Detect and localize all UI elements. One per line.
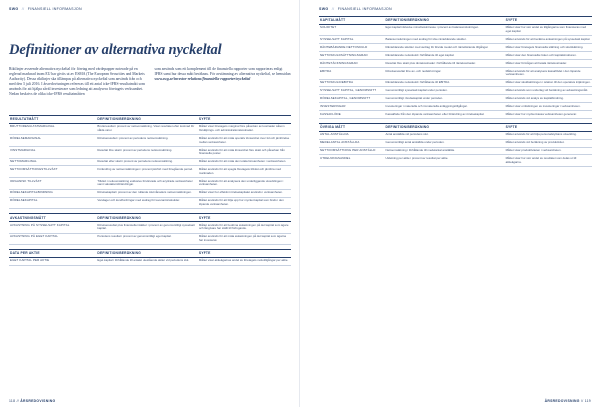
- table-row: [9, 221, 291, 233]
- metric-definition: Genomsnittligt rörelsekapital under perioden.: [385, 95, 505, 103]
- metric-term: ORGANISK TILLVÄXT: [9, 178, 96, 190]
- metric-term: MEDELANTAL ANSTÄLLDA: [319, 139, 385, 147]
- running-head-chapter: FINANSIELL INFORMASJON: [27, 7, 82, 11]
- table-header-cell: SYFTE: [198, 214, 291, 222]
- metrics-table: [319, 123, 592, 167]
- metric-term: EBITDA: [319, 67, 385, 79]
- table-row: [319, 52, 592, 60]
- metric-definition: Genomsnittligt sysselsatt kapital under perioden.: [385, 87, 505, 95]
- intro-text: [9, 67, 291, 115]
- footer-publication-name: ÅRSREDOVISNING: [544, 399, 580, 403]
- right-page: [300, 0, 600, 407]
- metric-purpose: Måttet visar förmågan att betala räntekostnader.: [505, 60, 592, 68]
- footer-separator: //: [580, 399, 584, 403]
- table-row: [319, 103, 592, 111]
- metric-term: RÖRELSEKAPITAL: [9, 197, 96, 209]
- running-head-left: [9, 7, 291, 16]
- table-row: [319, 131, 592, 139]
- metric-purpose: Måttet används för att mäta lönsamhet före skatt och påverkan från finansiella poster.: [198, 146, 291, 158]
- table-row: [319, 95, 592, 103]
- footer-left: [9, 399, 55, 403]
- metric-term: RÖRELSEMARGINAL: [9, 135, 96, 147]
- table-row: [319, 44, 592, 52]
- table-header-cell: SYFTE: [198, 250, 291, 258]
- metric-purpose: Måttet används för att följa upp hur mycket kapital som binds i den löpande verksamheten.: [198, 197, 291, 209]
- metric-definition: Resultat efter skatt i procent av periodens nettoomsättning.: [96, 158, 198, 166]
- metric-definition: Periodens resultat i procent av genomsnittligt eget kapital.: [96, 233, 198, 245]
- metric-definition: Kassaflöde från den löpande verksamheten efter förändring av rörelsekapital.: [385, 111, 505, 119]
- metric-purpose: Måttet används för att analysera kassaflödet i den löpande verksamheten.: [505, 67, 592, 79]
- metric-definition: Resultat före skatt plus räntekostnader i förhållande till räntekostnader.: [385, 60, 505, 68]
- table-header-cell: ÖVRIGA MÅTT: [319, 123, 385, 131]
- table-row: [9, 123, 291, 135]
- metric-purpose: Måttet används för att mäta den totala lönsamheten i verksamheten.: [198, 158, 291, 166]
- table-row: [319, 79, 592, 87]
- metric-term: RÄNTETÄCKNINGSGRAD: [319, 60, 385, 68]
- metric-purpose: Måttet visar produktiviteten i verksamheten.: [505, 147, 592, 155]
- table-header-cell: SYFTE: [505, 17, 592, 25]
- metric-term: AVKASTNING PÅ SYSSELSATT KAPITAL: [9, 221, 96, 233]
- running-head-separator: //: [21, 7, 25, 11]
- metrics-table: [9, 213, 291, 245]
- table-header-cell: AVKASTNINGSMÅTT: [9, 214, 96, 222]
- metric-term: NETTOOMSÄTTNINGSTILLVÄXT: [9, 166, 96, 178]
- table-row: [319, 87, 592, 95]
- metric-definition: Rörelsekapital i procent av den rullande tolvmånaders nettoomsättningen.: [96, 189, 198, 197]
- table-row: [319, 60, 592, 68]
- metric-purpose: Måttet visar den finansiella risken och kapitalstrukturen.: [505, 52, 592, 60]
- running-head-section: SWG: [9, 7, 19, 11]
- metric-definition: Balansomslutningen med avdrag för icke räntebärande skulder.: [385, 36, 505, 44]
- metric-purpose: Måttet visar skuldsättningen i relation till den operativa intjäningen.: [505, 79, 592, 87]
- metric-purpose: Måttet visar omfattningen av investeringar i verksamheten.: [505, 103, 592, 111]
- table-row: [319, 139, 592, 147]
- metric-purpose: Måttet används för att beräkna avkastningen på sysselsatt kapital.: [505, 36, 592, 44]
- metric-definition: Genomsnittligt antal anställda under perioden.: [385, 139, 505, 147]
- metric-term: KASSAFLÖDE: [319, 111, 385, 119]
- metrics-table: [9, 115, 291, 209]
- metric-definition: Rörelseresultat plus finansiella intäkter i procent av genomsnittligt sysselsatt kapital.: [96, 221, 198, 233]
- metric-term: ANTAL ANSTÄLLDA: [319, 131, 385, 139]
- metric-definition: Tillväxt i nettoomsättning exklusive förvärvade och avyttrade verksamheter samt valutakursförändringar.: [96, 178, 198, 190]
- table-row: [319, 111, 592, 119]
- metric-definition: Räntebärande nettoskuld i förhållande till EBITDA.: [385, 79, 505, 87]
- running-head-separator: //: [331, 7, 335, 11]
- metric-purpose: Måttet visar hur mycket kassa verksamheten genererar.: [505, 111, 592, 119]
- metric-term: AVKASTNING PÅ EGET KAPITAL: [9, 233, 96, 245]
- table-row: [9, 158, 291, 166]
- intro-column-2: [155, 67, 292, 115]
- metric-definition: Eget kapital inklusive minoritetsintresse i procent av balansomslutningen.: [385, 24, 505, 36]
- metric-term: VINSTMARGINAL: [9, 146, 96, 158]
- metric-definition: Nettoomsättning i förhållande till medelantal anställda.: [385, 147, 505, 155]
- table-header-cell: DATA PER AKTIE: [9, 250, 96, 258]
- footer-separator: //: [16, 399, 20, 403]
- investor-relations-link[interactable]: www.swg.se/investor-relations/finansiella-rapporter/nyckeltal: [154, 77, 251, 82]
- metric-term: RÄNTEBÄRANDE NETTOSKULD: [319, 44, 385, 52]
- table-row: [319, 67, 592, 79]
- metric-purpose: Måttet används för att analysera den underliggande utvecklingen i verksamheten.: [198, 178, 291, 190]
- metric-definition: Utdelning per aktie i procent av resultat per aktie.: [385, 155, 505, 167]
- metric-term: NETTOSKULD/EBITDA: [319, 79, 385, 87]
- table-row: [9, 257, 291, 265]
- table-header-cell: KAPITALMÅTT: [319, 17, 385, 25]
- metric-definition: Varulager och kundfordringar med avdrag för leverantörsskulder.: [96, 197, 198, 209]
- table-row: [319, 155, 592, 167]
- metric-term: SOLIDITET: [319, 24, 385, 36]
- metric-purpose: Måttet används för att följa personalstyrkans utveckling.: [505, 131, 592, 139]
- table-row: [319, 147, 592, 155]
- metrics-table: [319, 16, 592, 119]
- metric-definition: Förändring av nettoomsättningen i procent jämfört med föregående period.: [96, 166, 198, 178]
- metric-term: RÖRELSEKAPITALBINDNING: [9, 189, 96, 197]
- page-number-right: 119: [584, 399, 591, 403]
- metric-purpose: Måttet används vid analys av kapitalbindning.: [505, 95, 592, 103]
- metric-purpose: Måttet visar hur stor andel av tillgångarna som finansieras med eget kapital.: [505, 24, 592, 36]
- metric-term: NETTOSKULDSÄTTNINGSGRAD: [319, 52, 385, 60]
- metric-purpose: Måttet används för att bedöma avkastningen på det kapital som ägare och långivare har ställt till förfogande.: [198, 221, 291, 233]
- metric-purpose: Måttet används för att mäta operativ lönsamhet över tid och jämförelse mellan verksamheter.: [198, 135, 291, 147]
- table-row: [9, 135, 291, 147]
- metric-definition: Räntebärande skulder med avdrag för likvida medel och räntebärande tillgångar.: [385, 44, 505, 52]
- metric-purpose: Måttet används för att spegla företagets tillväxt och jämföra med marknaden.: [198, 166, 291, 178]
- metric-definition: Eget kapital i förhållande till antalet utestående aktier vid periodens slut.: [96, 257, 198, 265]
- metric-term: EGET KAPITAL PER AKTIE: [9, 257, 96, 265]
- table-row: [9, 233, 291, 245]
- metric-purpose: Måttet visar företagets finansiella ställning och skuldsättning.: [505, 44, 592, 52]
- metric-purpose: Måttet används vid beräkning av produktivitet.: [505, 139, 592, 147]
- metric-purpose: Måttet används för att mäta avkastningen på det kapital som ägarna har investerat.: [198, 233, 291, 245]
- metric-definition: Rörelseresultet i procent av periodens nettoomsättning.: [96, 135, 198, 147]
- intro-column-1: Riktlinjer avseende alternativa nyckeltal för företag med värdepapper noterade på en reglerad marknad inom EU har givits ut av ESMA (The European Securities and Markets Authority). Dessa riktlinjer ska tillämpas på alternativa nyckeltal som används från och med den 3 juli 2016. I årsredovisningen refereras till ett antal icke-IFRS-resultatmått som används för att hjälpa såväl investerare som ledning att analysera företagets verksamhet. Nedan beskrivs de olika icke-IFRS resultatmåtten: [9, 67, 145, 97]
- left-tables: [9, 115, 291, 266]
- table-row: [319, 24, 592, 36]
- table-header-cell: DEFINITION/BERÄKNING: [96, 116, 198, 124]
- table-header-cell: DEFINITION/BERÄKNING: [385, 17, 505, 25]
- metric-purpose: Måttet visar företagets marginal före påverkan av kostnader såsom försäljnings- och administrationskostnader.: [198, 123, 291, 135]
- table-row: [9, 197, 291, 209]
- table-header-cell: SYFTE: [505, 123, 592, 131]
- table-row: [9, 166, 291, 178]
- metric-definition: Bruttoresultat i procent av nettoomsättning. Visar resultatet efter kostnad för sålda varor.: [96, 123, 198, 135]
- right-tables: [319, 16, 592, 167]
- metric-definition: Investeringar i materiella och immateriella anläggningstillgångar.: [385, 103, 505, 111]
- table-row: [9, 189, 291, 197]
- running-head-chapter: FINANSIELL INFORMASJON: [337, 7, 392, 11]
- metric-purpose: Måttet visar aktieägarnas andel av företagets nettotillgångar per aktie.: [198, 257, 291, 265]
- table-header-cell: DEFINITION/BERÄKNING: [96, 250, 198, 258]
- metric-purpose: Måttet används som underlag vid beräkning av avkastningsmått.: [505, 87, 592, 95]
- metric-term: RÖRELSEKAPITAL, GENOMSNITT: [319, 95, 385, 103]
- table-header-cell: DEFINITION/BERÄKNING: [385, 123, 505, 131]
- table-header-cell: RESULTATMÅTT: [9, 116, 96, 124]
- metric-definition: Antal anställda vid periodens slut.: [385, 131, 505, 139]
- metric-term: INVESTERINGAR: [319, 103, 385, 111]
- page-title: Definitioner av alternativa nyckeltal: [9, 42, 222, 58]
- metric-term: BRUTTORESULTATMARGINAL: [9, 123, 96, 135]
- table-header-cell: DEFINITION/BERÄKNING: [96, 214, 198, 222]
- metric-term: SYSSELSATT KAPITAL: [319, 36, 385, 44]
- metrics-table: [9, 249, 291, 266]
- metric-definition: Räntebärande nettoskuld i förhållande till eget kapital.: [385, 52, 505, 60]
- table-row: [319, 36, 592, 44]
- table-row: [9, 178, 291, 190]
- metric-term: NETTOOMSÄTTNING PER ANSTÄLLD: [319, 147, 385, 155]
- metric-term: SYSSELSATT KAPITAL, GENOMSNITT: [319, 87, 385, 95]
- metric-purpose: Måttet visar hur stor andel av resultatet som delas ut till aktieägarna.: [505, 155, 592, 167]
- metric-term: NETTOMARGINAL: [9, 158, 96, 166]
- table-row: [9, 146, 291, 158]
- metric-purpose: Måttet visar hur effektivt rörelsekapitalet används i verksamheten.: [198, 189, 291, 197]
- running-head-right: [319, 7, 592, 16]
- metric-definition: Rörelseresultat före av- och nedskrivningar.: [385, 67, 505, 79]
- page-number-left: 118: [9, 399, 16, 403]
- metric-definition: Resultat före skatt i procent av periodens nettoomsättning.: [96, 146, 198, 158]
- footer-right: [545, 399, 591, 403]
- running-head-section: SWG: [319, 7, 329, 11]
- table-header-cell: SYFTE: [198, 116, 291, 124]
- footer-publication-name: ÅRSREDOVISNING: [20, 399, 56, 403]
- metric-term: UTDELNINGSANDEL: [319, 155, 385, 167]
- intro-column-2-text: som används som ett komplement till de finansiella rapporter som rapporteras enligt IFRS samt hur dessa mått beräknas. För avstämning av alternativa nyckeltal, se hemsidan: [154, 67, 291, 77]
